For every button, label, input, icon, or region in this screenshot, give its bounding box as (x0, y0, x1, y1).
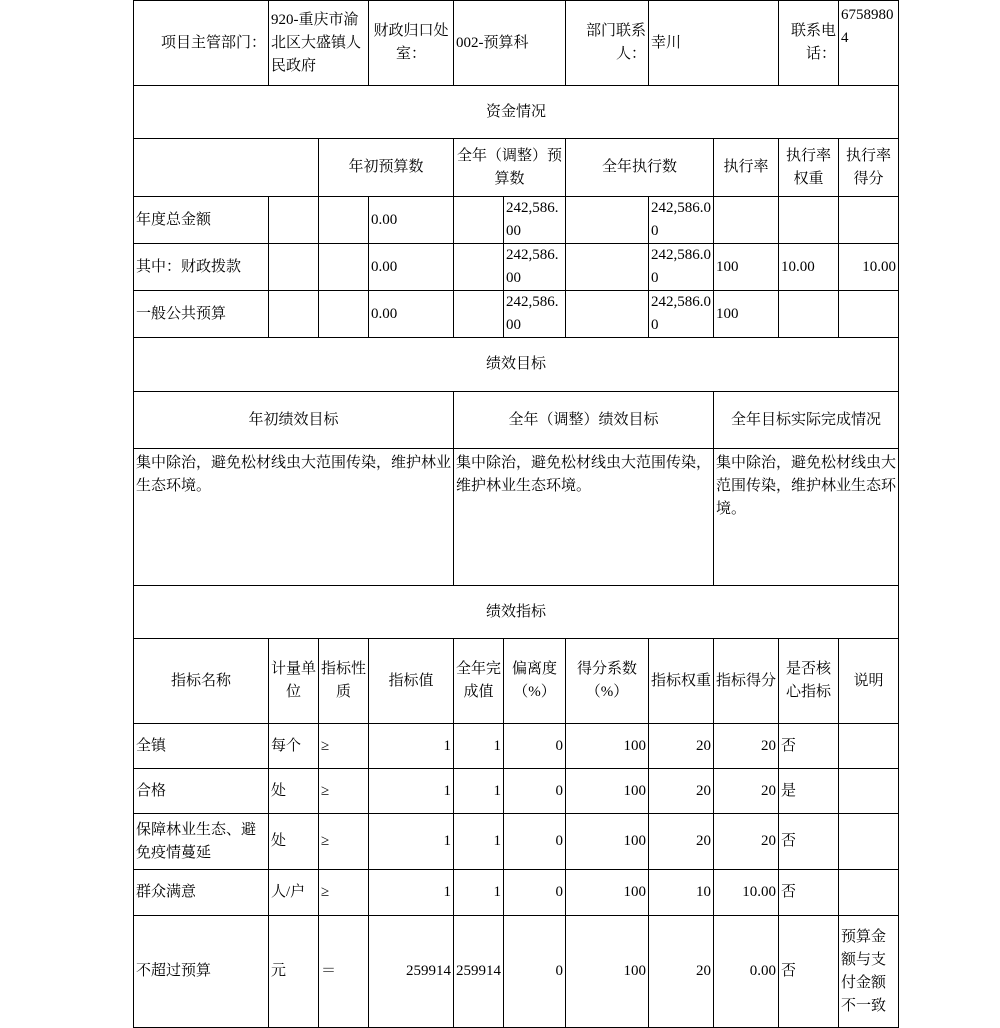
indicator-weight: 20 (649, 814, 714, 870)
indicator-coef: 100 (566, 870, 649, 916)
funds-header-row (134, 139, 899, 197)
indicators-header-row (134, 639, 899, 724)
indicator-note (839, 724, 899, 769)
indicator-score: 20 (714, 769, 779, 814)
indicator-core: 否 (779, 870, 839, 916)
indicator-score: 0.00 (714, 916, 779, 1028)
indicator-deviation: 0 (504, 870, 566, 916)
indicator-weight: 20 (649, 916, 714, 1028)
ind-col-actual: 全年完成值 (454, 639, 504, 724)
blank-cell (319, 244, 369, 291)
funds-adjusted: 242,586.00 (504, 197, 566, 244)
indicator-coef: 100 (566, 916, 649, 1028)
indicator-unit: 处 (269, 769, 319, 814)
indicator-nature: ≥ (319, 769, 369, 814)
dept-value: 920-重庆市渝北区大盛镇人民政府 (269, 1, 369, 86)
funds-weight (779, 197, 839, 244)
indicator-actual: 1 (454, 870, 504, 916)
indicator-score: 10.00 (714, 870, 779, 916)
funds-col-executed: 全年执行数 (566, 139, 714, 197)
blank-cell (454, 244, 504, 291)
funds-executed: 242,586.00 (649, 291, 714, 338)
indicator-unit: 处 (269, 814, 319, 870)
funds-section-title: 资金情况 (134, 86, 899, 139)
goals-col-actual: 全年目标实际完成情况 (714, 392, 899, 449)
funds-score: 10.00 (839, 244, 899, 291)
blank-cell (319, 291, 369, 338)
indicator-coef: 100 (566, 814, 649, 870)
goals-header-row (134, 392, 899, 449)
indicator-weight: 20 (649, 769, 714, 814)
goals-col-adjusted: 全年（调整）绩效目标 (454, 392, 714, 449)
funds-row-name: 一般公共预算 (134, 291, 269, 338)
contact-label: 部门联系人： (566, 1, 649, 86)
funds-initial: 0.00 (369, 197, 454, 244)
funds-col-weight: 执行率权重 (779, 139, 839, 197)
indicator-deviation: 0 (504, 916, 566, 1028)
goal-initial-text: 集中除治，避免松材线虫大范围传染，维护林业生态环境。 (134, 449, 454, 586)
ind-col-name: 指标名称 (134, 639, 269, 724)
indicator-unit: 元 (269, 916, 319, 1028)
indicator-row (134, 870, 899, 916)
performance-evaluation-table (133, 0, 899, 1028)
indicator-weight: 10 (649, 870, 714, 916)
blank-cell (269, 291, 319, 338)
goals-col-initial: 年初绩效目标 (134, 392, 454, 449)
indicator-note (839, 870, 899, 916)
funds-weight (779, 291, 839, 338)
indicator-name: 不超过预算 (134, 916, 269, 1028)
dept-label: 项目主管部门： (134, 1, 269, 86)
funds-weight: 10.00 (779, 244, 839, 291)
indicator-actual: 1 (454, 724, 504, 769)
funds-row (134, 244, 899, 291)
indicator-note (839, 814, 899, 870)
header-info-row (134, 1, 899, 86)
indicator-core: 否 (779, 814, 839, 870)
indicator-name: 保障林业生态、避免疫情蔓延 (134, 814, 269, 870)
indicator-coef: 100 (566, 769, 649, 814)
finance-value: 002-预算科 (454, 1, 566, 86)
phone-value: 67589804 (839, 1, 899, 86)
indicator-nature: ≥ (319, 814, 369, 870)
indicator-nature: ≥ (319, 870, 369, 916)
indicator-score: 20 (714, 724, 779, 769)
indicator-deviation: 0 (504, 769, 566, 814)
ind-col-score: 指标得分 (714, 639, 779, 724)
indicator-row (134, 916, 899, 1028)
funds-col-adjusted: 全年（调整）预算数 (454, 139, 566, 197)
indicator-target: 1 (369, 870, 454, 916)
ind-col-nature: 指标性质 (319, 639, 369, 724)
blank-cell (269, 244, 319, 291)
funds-adjusted: 242,586.00 (504, 291, 566, 338)
indicator-note: 预算金额与支付金额不一致 (839, 916, 899, 1028)
funds-col-initial: 年初预算数 (319, 139, 454, 197)
funds-initial: 0.00 (369, 291, 454, 338)
funds-adjusted: 242,586.00 (504, 244, 566, 291)
indicator-target: 259914 (369, 916, 454, 1028)
indicator-actual: 1 (454, 769, 504, 814)
funds-score (839, 197, 899, 244)
funds-rate: 100 (714, 291, 779, 338)
indicator-nature: ＝ (319, 916, 369, 1028)
ind-col-core: 是否核心指标 (779, 639, 839, 724)
goal-actual-text: 集中除治，避免松材线虫大范围传染，维护林业生态环境。 (714, 449, 899, 586)
indicator-name: 合格 (134, 769, 269, 814)
ind-col-unit: 计量单位 (269, 639, 319, 724)
funds-executed: 242,586.00 (649, 197, 714, 244)
funds-row (134, 197, 899, 244)
indicator-actual: 259914 (454, 916, 504, 1028)
blank-cell (566, 197, 649, 244)
funds-row-name: 年度总金额 (134, 197, 269, 244)
blank-cell (454, 291, 504, 338)
indicator-note (839, 769, 899, 814)
indicator-nature: ≥ (319, 724, 369, 769)
indicator-unit: 人/户 (269, 870, 319, 916)
contact-value: 幸川 (649, 1, 779, 86)
indicator-deviation: 0 (504, 814, 566, 870)
ind-col-coef: 得分系数（%） (566, 639, 649, 724)
indicator-name: 群众满意 (134, 870, 269, 916)
goals-content-row (134, 449, 899, 586)
blank-cell (566, 291, 649, 338)
blank-cell (319, 197, 369, 244)
funds-col-score: 执行率得分 (839, 139, 899, 197)
goal-adjusted-text: 集中除治，避免松材线虫大范围传染，维护林业生态环境。 (454, 449, 714, 586)
ind-col-weight: 指标权重 (649, 639, 714, 724)
indicator-target: 1 (369, 814, 454, 870)
funds-initial: 0.00 (369, 244, 454, 291)
indicator-coef: 100 (566, 724, 649, 769)
ind-col-target: 指标值 (369, 639, 454, 724)
indicator-score: 20 (714, 814, 779, 870)
funds-row (134, 291, 899, 338)
indicator-target: 1 (369, 769, 454, 814)
indicator-deviation: 0 (504, 724, 566, 769)
indicator-core: 是 (779, 769, 839, 814)
blank-cell (454, 197, 504, 244)
finance-label: 财政归口处室： (369, 1, 454, 86)
phone-label: 联系电话： (779, 1, 839, 86)
indicator-target: 1 (369, 724, 454, 769)
indicator-core: 否 (779, 724, 839, 769)
funds-rate (714, 197, 779, 244)
indicator-row (134, 724, 899, 769)
ind-col-note: 说明 (839, 639, 899, 724)
indicator-weight: 20 (649, 724, 714, 769)
ind-col-deviation: 偏离度（%） (504, 639, 566, 724)
indicator-row (134, 769, 899, 814)
funds-score (839, 291, 899, 338)
funds-header-blank (134, 139, 319, 197)
indicator-row (134, 814, 899, 870)
indicator-core: 否 (779, 916, 839, 1028)
indicators-section-title: 绩效指标 (134, 586, 899, 639)
funds-col-rate: 执行率 (714, 139, 779, 197)
indicator-name: 全镇 (134, 724, 269, 769)
blank-cell (566, 244, 649, 291)
indicator-actual: 1 (454, 814, 504, 870)
funds-row-name: 其中：财政拨款 (134, 244, 269, 291)
indicator-unit: 每个 (269, 724, 319, 769)
goals-section-title: 绩效目标 (134, 338, 899, 392)
funds-rate: 100 (714, 244, 779, 291)
blank-cell (269, 197, 319, 244)
funds-executed: 242,586.00 (649, 244, 714, 291)
